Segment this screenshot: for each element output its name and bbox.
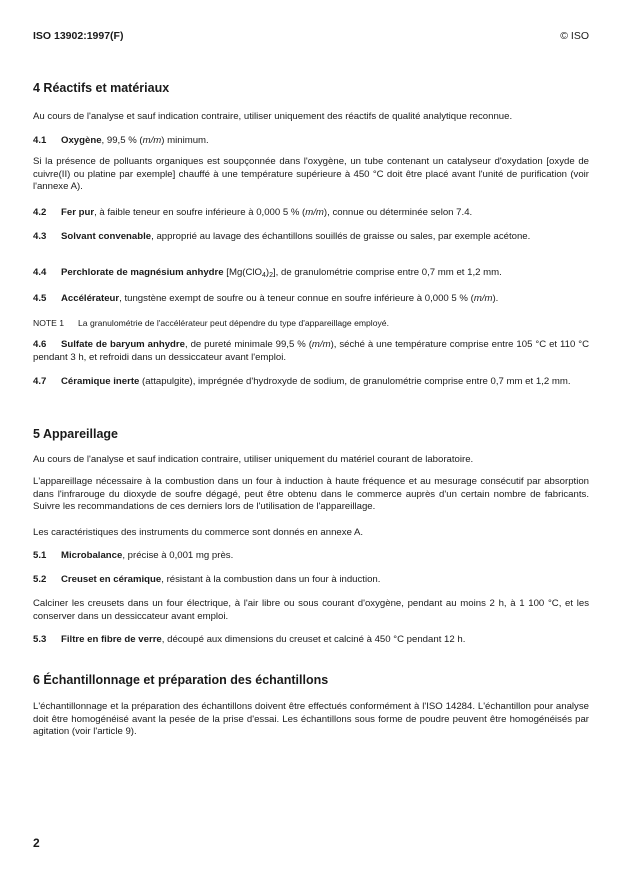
standard-reference: ISO 13902:1997(F) — [33, 30, 124, 42]
clause-text: , précise à 0,001 mg près. — [122, 550, 234, 561]
note-label: NOTE 1 — [33, 318, 65, 328]
clause-4-1 — [33, 135, 589, 148]
reagent-name: Accélérateur — [61, 293, 120, 304]
section-6-paragraph: L'échantillonnage et la préparation des échantillons doivent être effectués conformément à l'ISO 14284. L'échantillon pour analyse doit être homogénéisé avant la pesée de la prise d'essai. Les échantillons sous forme de poudre peuvent être homogénéisés par agitation (voir l'article 9). — [33, 701, 589, 738]
clause-text: , approprié au lavage des échantillons souillés de graisse ou sales, par exemple acétone. — [151, 231, 531, 242]
clause-4-6 — [33, 339, 589, 364]
section-4-heading: 4 Réactifs et matériaux — [33, 81, 170, 95]
page-number: 2 — [33, 836, 40, 850]
clause-text: , résistant à la combustion dans un four à induction. — [161, 574, 381, 585]
clause-number: 4.1 — [33, 135, 47, 146]
clause-text: , à faible teneur en soufre inférieure à 0,000 5 % ( — [94, 207, 306, 218]
reagent-name: Céramique inerte — [61, 376, 140, 387]
clause-text: , tungstène exempt de soufre ou à teneur connue en soufre inférieure à 0,000 5 % ( — [119, 293, 474, 304]
section-5-intro: Au cours de l'analyse et sauf indication contraire, utiliser uniquement du matériel courant de laboratoire. — [33, 454, 474, 465]
page-header — [33, 30, 589, 42]
apparatus-name: Microbalance — [61, 550, 123, 561]
clause-text: ), séché à une température comprise entre 105 °C et 110 °C pendant 3 h, et refroidi dans un dessiccateur avant l'emploi. — [33, 339, 589, 363]
reagent-name: Perchlorate de magnésium anhydre — [61, 267, 224, 278]
section-5-paragraph: Les caractéristiques des instruments du commerce sont donnés en annexe A. — [33, 527, 364, 538]
clause-number: 4.3 — [33, 231, 47, 242]
formula-subscript: 4 — [262, 272, 266, 279]
copyright-mark: © ISO — [560, 30, 589, 42]
clause-5-2 — [33, 574, 589, 587]
reagent-name: Fer pur — [61, 207, 95, 218]
clause-5-1 — [33, 550, 589, 563]
clause-number: 4.4 — [33, 267, 47, 278]
reagent-name: Oxygène — [61, 135, 102, 146]
clause-number: 5.2 — [33, 574, 47, 585]
clause-number: 5.1 — [33, 550, 47, 561]
unit-text: m/m — [142, 135, 162, 146]
unit-text: m/m — [305, 207, 324, 218]
clause-text: (attapulgite), imprégnée d'hydroxyde de sodium, de granulométrie comprise entre 0,7 mm et 1,2 mm. — [139, 376, 571, 387]
clause-5-3 — [33, 634, 589, 647]
clause-number: 4.6 — [33, 339, 47, 350]
section-5-paragraph: L'appareillage nécessaire à la combustion dans un four à induction à haute fréquence et au mesurage consécutif par absorption dans l'infrarouge du dioxyde de soufre dégagé, peut être obtenu dans le commerce auprès d'un certain nombre de fabricants. Suivre les recommandations de ces derniers lors de l'utilisation de l'appareillage. — [33, 476, 589, 513]
formula-text: [Mg(ClO — [223, 267, 262, 278]
note-1 — [33, 317, 589, 330]
formula-text: ) — [265, 267, 270, 278]
section-6-heading: 6 Échantillonnage et préparation des échantillons — [33, 673, 329, 687]
clause-number: 4.7 — [33, 376, 47, 387]
formula-subscript: 2 — [269, 272, 274, 279]
unit-text: m/m — [311, 339, 331, 350]
apparatus-name: Creuset en céramique — [61, 574, 162, 585]
note-text: La granulométrie de l'accélérateur peut dépendre du type d'appareillage employé. — [78, 318, 389, 328]
reagent-name: Sulfate de baryum anhydre — [61, 339, 185, 350]
apparatus-name: Filtre en fibre de verre — [61, 634, 162, 645]
clause-text: , découpé aux dimensions du creuset et calciné à 450 °C pendant 12 h. — [161, 634, 466, 645]
clause-text: ) minimum. — [161, 135, 209, 146]
clause-text: ). — [492, 293, 499, 304]
clause-number: 4.2 — [33, 207, 47, 218]
clause-4-5 — [33, 293, 589, 306]
clause-4-1-text: Si la présence de polluants organiques est soupçonnée dans l'oxygène, un tube contenant un catalyseur d'oxydation [oxyde de cuivre(II) ou platine par exemple] chauffé à une température supérieure à 450 °C doit être placé avant l'unité de purification (voir l'annexe A). — [33, 156, 589, 193]
clause-4-3 — [33, 231, 589, 244]
clause-4-7 — [33, 376, 589, 389]
clause-4-4 — [33, 267, 589, 280]
reagent-name: Solvant convenable — [61, 231, 152, 242]
clause-text: , 99,5 % ( — [101, 135, 143, 146]
section-4-intro: Au cours de l'analyse et sauf indication contraire, utiliser uniquement des réactifs de qualité analytique reconnue. — [33, 111, 513, 122]
clause-4-2 — [33, 207, 589, 220]
section-5-heading: 5 Appareillage — [33, 427, 118, 441]
clause-number: 4.5 — [33, 293, 47, 304]
clause-text: , de pureté minimale 99,5 % ( — [184, 339, 312, 350]
clause-number: 5.3 — [33, 634, 47, 645]
clause-text: ), connue ou déterminée selon 7.4. — [323, 207, 473, 218]
unit-text: m/m — [473, 293, 493, 304]
clause-5-2-text: Calciner les creusets dans un four électrique, à l'air libre ou sous courant d'oxygène, pendant au moins 2 h, à 1 100 °C, et les conserver dans un dessiccateur avant emploi. — [33, 598, 589, 622]
clause-text: ], de granulométrie comprise entre 0,7 mm et 1,2 mm. — [273, 267, 502, 278]
